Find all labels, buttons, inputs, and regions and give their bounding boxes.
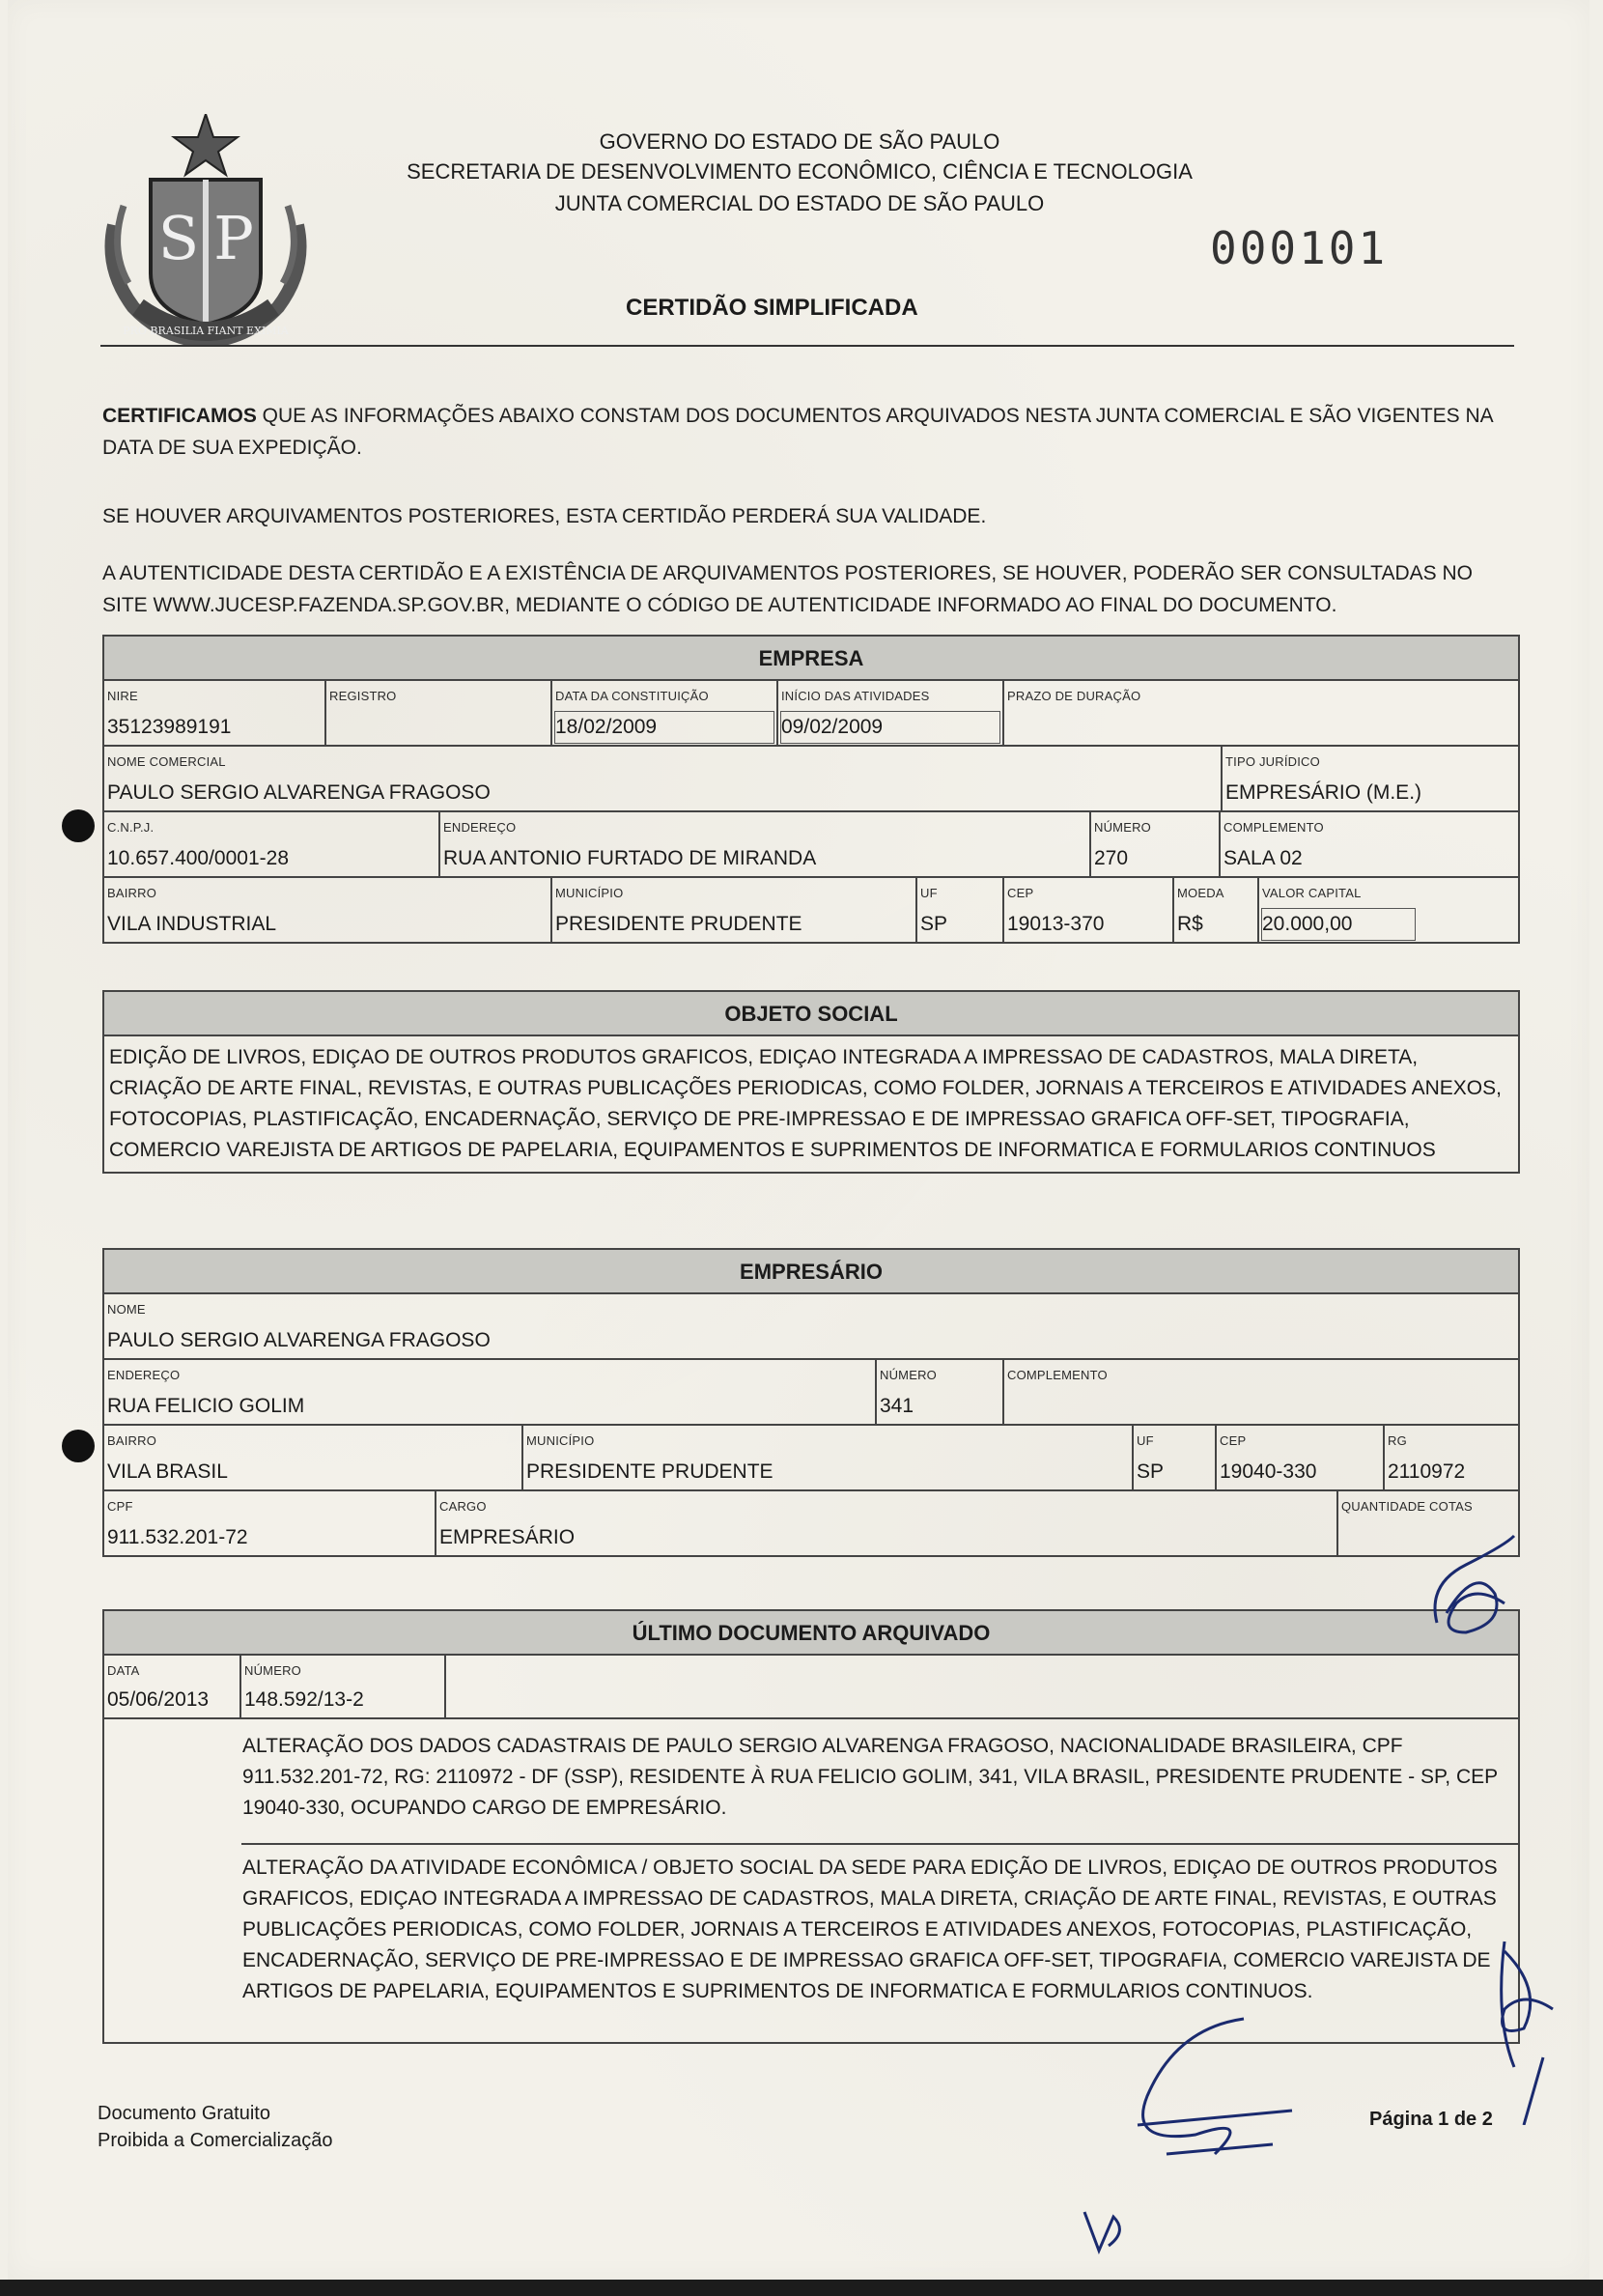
empresario-row-1 xyxy=(104,1294,1518,1360)
ultimo-text-1: ALTERAÇÃO DOS DADOS CADASTRAIS DE PAULO SERGIO ALVARENGA FRAGOSO, NACIONALIDADE BRASILEIRA, CPF 911.532.201-72, RG: 2110972 - DF (SSP), RESIDENTE À RUA FELICIO GOLIM, 341, VILA BRASIL, PRESIDENTE PRUDENTE - SP, CEP 19040-330, OCUPANDO CARGO DE EMPRESÁRIO. xyxy=(242,1735,1498,1819)
header-line-2: SECRETARIA DE DESENVOLVIMENTO ECONÔMICO, CIÊNCIA E TECNOLOGIA xyxy=(407,159,1193,184)
document-page xyxy=(8,0,1589,2280)
ultimo-data-label: DATA xyxy=(107,1663,140,1678)
nome-comercial-cell xyxy=(104,747,1223,810)
empresario-nome-value: PAULO SERGIO ALVARENGA FRAGOSO xyxy=(107,1329,491,1351)
ultimo-data-cell xyxy=(104,1656,241,1717)
ultimo-documento-section xyxy=(102,1609,1520,2044)
empresario-numero-cell xyxy=(877,1360,1004,1424)
empresario-municipio-label: MUNICÍPIO xyxy=(526,1433,595,1448)
data-constituicao-value: 18/02/2009 xyxy=(555,716,658,738)
bairro-cell xyxy=(104,878,552,942)
empresario-endereco-label: ENDEREÇO xyxy=(107,1368,181,1382)
prazo-cell xyxy=(1004,681,1518,745)
intro-paragraph-1 xyxy=(102,400,1514,464)
tipo-juridico-label: TIPO JURÍDICO xyxy=(1225,754,1320,769)
numero-label: NÚMERO xyxy=(1094,820,1151,835)
sao-paulo-coat-of-arms-icon xyxy=(104,114,307,346)
empresario-bairro-value: VILA BRASIL xyxy=(107,1460,228,1483)
tipo-juridico-value: EMPRESÁRIO (M.E.) xyxy=(1225,781,1422,804)
bairro-label: BAIRRO xyxy=(107,886,157,900)
empresario-numero-value: 341 xyxy=(880,1395,914,1417)
cnpj-label: C.N.P.J. xyxy=(107,820,155,835)
serial-number: 000101 xyxy=(1210,222,1389,274)
seal-letter-s: S xyxy=(157,203,200,273)
cep-label: CEP xyxy=(1007,886,1034,900)
empresario-cpf-value: 911.532.201-72 xyxy=(107,1526,248,1548)
intro-bold: CERTIFICAMOS xyxy=(102,405,257,427)
registro-cell xyxy=(326,681,552,745)
empresario-cep-cell xyxy=(1217,1426,1385,1489)
capital-value: 20.000,00 xyxy=(1262,913,1353,935)
seal-motto: PRO BRASILIA FIANT EXIMIA xyxy=(123,325,289,337)
empresario-uf-cell xyxy=(1134,1426,1217,1489)
empresa-title: EMPRESA xyxy=(104,637,1518,681)
empresa-row-3 xyxy=(104,812,1518,878)
inicio-atividades-value: 09/02/2009 xyxy=(781,716,884,738)
cep-value: 19013-370 xyxy=(1007,913,1105,935)
municipio-cell xyxy=(552,878,917,942)
uf-label: UF xyxy=(920,886,938,900)
footer-left xyxy=(98,2100,332,2154)
moeda-label: MOEDA xyxy=(1177,886,1224,900)
empresario-rg-value: 2110972 xyxy=(1388,1460,1466,1483)
endereco-cell xyxy=(440,812,1091,876)
ultimo-text-2: ALTERAÇÃO DA ATIVIDADE ECONÔMICA / OBJETO SOCIAL DA SEDE PARA EDIÇÃO DE LIVROS, EDIÇAO DE OUTROS PRODUTOS GRAFICOS, EDIÇAO INTEGRADA A IMPRESSAO DE CADASTROS, MALA DIRETA, CRIAÇÃO DE ARTE FINAL, REVISTAS, E OUTRAS PUBLICAÇÕES PERIODICAS, COMO FOLDER, JORNAIS A TERCEIROS E ATIVIDADES ANEXOS, FOTOCOPIAS, PLASTIFICAÇÃO, ENCADERNAÇÃO, SERVIÇO DE PRE-IMPRESSAO E DE IMPRESSAO GRAFICA OFF-SET, TIPOGRAFIA, COMERCIO VAREJISTA DE ARTIGOS DE PAPELARIA, EQUIPAMENTOS E SUPRIMENTOS DE INFORMATICA E FORMULARIOS CONTINUOS. xyxy=(242,1857,1498,2002)
empresario-section xyxy=(102,1248,1520,1557)
empresario-rg-cell xyxy=(1385,1426,1518,1489)
objeto-social-section xyxy=(102,990,1520,1174)
complemento-cell xyxy=(1221,812,1518,876)
ultimo-row-1 xyxy=(104,1656,1518,1719)
empresario-bairro-cell xyxy=(104,1426,523,1489)
nome-comercial-label: NOME COMERCIAL xyxy=(107,754,226,769)
capital-cell xyxy=(1259,878,1518,942)
empresario-cotas-label: QUANTIDADE COTAS xyxy=(1341,1499,1473,1514)
empresario-uf-value: SP xyxy=(1137,1460,1165,1483)
cnpj-cell xyxy=(104,812,440,876)
inicio-atividades-label: INÍCIO DAS ATIVIDADES xyxy=(781,689,930,703)
punch-hole-bottom xyxy=(62,1430,95,1462)
bairro-value: VILA INDUSTRIAL xyxy=(107,913,277,935)
numero-cell xyxy=(1091,812,1221,876)
tipo-juridico-cell xyxy=(1223,747,1518,810)
ultimo-data-value: 05/06/2013 xyxy=(107,1688,210,1711)
cep-cell xyxy=(1004,878,1174,942)
objeto-social-title: OBJETO SOCIAL xyxy=(104,992,1518,1036)
footer-proibida: Proibida a Comercialização xyxy=(98,2130,333,2151)
empresario-cargo-label: CARGO xyxy=(439,1499,487,1514)
empresario-complemento-label: COMPLEMENTO xyxy=(1007,1368,1108,1382)
ultimo-numero-cell xyxy=(241,1656,446,1717)
empresario-municipio-value: PRESIDENTE PRUDENTE xyxy=(526,1460,773,1483)
empresario-endereco-cell xyxy=(104,1360,877,1424)
complemento-value: SALA 02 xyxy=(1223,847,1303,869)
data-constituicao-label: DATA DA CONSTITUIÇÃO xyxy=(555,689,709,703)
ultimo-documento-title: ÚLTIMO DOCUMENTO ARQUIVADO xyxy=(104,1611,1518,1656)
empresario-bairro-label: BAIRRO xyxy=(107,1433,157,1448)
empresa-row-4 xyxy=(104,878,1518,942)
empresario-cep-value: 19040-330 xyxy=(1220,1460,1317,1483)
header-divider xyxy=(100,345,1514,347)
empresa-section xyxy=(102,635,1520,944)
uf-cell xyxy=(917,878,1004,942)
moeda-cell xyxy=(1174,878,1259,942)
municipio-value: PRESIDENTE PRUDENTE xyxy=(555,913,802,935)
page-title: CERTIDÃO SIMPLIFICADA xyxy=(626,295,918,321)
margin-signature-icon xyxy=(1485,1932,1582,2125)
nire-value: 35123989191 xyxy=(107,716,232,738)
empresario-title: EMPRESÁRIO xyxy=(104,1250,1518,1294)
ultimo-divider xyxy=(241,1843,1518,1845)
empresario-cargo-value: EMPRESÁRIO xyxy=(439,1526,576,1548)
scan-edge xyxy=(0,2280,1603,2296)
objeto-social-text: EDIÇÃO DE LIVROS, EDIÇAO DE OUTROS PRODUTOS GRAFICOS, EDIÇAO INTEGRADA A IMPRESSAO DE CADASTROS, MALA DIRETA, CRIAÇÃO DE ARTE FINAL, REVISTAS, E OUTRAS PUBLICAÇÕES PERIODICAS, COMO FOLDER, JORNAIS A TERCEIROS E ATIVIDADES ANEXOS, FOTOCOPIAS, PLASTIFICAÇÃO, ENCADERNAÇÃO, SERVIÇO DE PRE-IMPRESSAO E DE IMPRESSAO GRAFICA OFF-SET, TIPOGRAFIA, COMERCIO VAREJISTA DE ARTIGOS DE PAPELARIA, EQUIPAMENTOS E SUPRIMENTOS DE INFORMATICA E FORMULARIOS CONTINUOS xyxy=(109,1046,1502,1161)
nome-comercial-value: PAULO SERGIO ALVARENGA FRAGOSO xyxy=(107,781,491,804)
empresario-rg-label: RG xyxy=(1388,1433,1407,1448)
footer-gratuito: Documento Gratuito xyxy=(98,2103,270,2124)
ultimo-numero-value: 148.592/13-2 xyxy=(244,1688,364,1711)
empresa-row-2 xyxy=(104,747,1518,812)
header-line-3: JUNTA COMERCIAL DO ESTADO DE SÃO PAULO xyxy=(554,191,1045,215)
empresario-uf-label: UF xyxy=(1137,1433,1154,1448)
empresario-cep-label: CEP xyxy=(1220,1433,1247,1448)
empresario-cpf-cell xyxy=(104,1491,436,1555)
empresario-row-4 xyxy=(104,1491,1518,1555)
uf-value: SP xyxy=(920,913,948,935)
empresario-endereco-value: RUA FELICIO GOLIM xyxy=(107,1395,305,1417)
municipio-label: MUNICÍPIO xyxy=(555,886,624,900)
small-mark-icon xyxy=(1080,2202,1138,2260)
complemento-label: COMPLEMENTO xyxy=(1223,820,1324,835)
ultimo-numero-label: NÚMERO xyxy=(244,1663,301,1678)
empresario-nome-label: NOME xyxy=(107,1302,146,1317)
empresario-row-3 xyxy=(104,1426,1518,1491)
nire-label: NIRE xyxy=(107,689,138,703)
seal-letter-p: P xyxy=(213,203,254,273)
empresario-numero-label: NÚMERO xyxy=(880,1368,937,1382)
empresario-municipio-cell xyxy=(523,1426,1134,1489)
registro-label: REGISTRO xyxy=(329,689,397,703)
data-constituicao-cell xyxy=(552,681,778,745)
capital-label: VALOR CAPITAL xyxy=(1262,886,1362,900)
empresario-row-2 xyxy=(104,1360,1518,1426)
empresario-nome-cell xyxy=(104,1294,1518,1358)
endereco-label: ENDEREÇO xyxy=(443,820,517,835)
initials-signature-icon xyxy=(1418,1526,1533,1652)
empresa-row-1 xyxy=(104,681,1518,747)
intro-paragraph-2: SE HOUVER ARQUIVAMENTOS POSTERIORES, ESTA CERTIDÃO PERDERÁ SUA VALIDADE. xyxy=(102,505,987,527)
endereco-value: RUA ANTONIO FURTADO DE MIRANDA xyxy=(443,847,817,869)
numero-value: 270 xyxy=(1094,847,1129,869)
punch-hole-top xyxy=(62,809,95,842)
intro-paragraph-3: A AUTENTICIDADE DESTA CERTIDÃO E A EXISTÊNCIA DE ARQUIVAMENTOS POSTERIORES, SE HOUVER, PODERÃO SER CONSULTADAS NO SITE WWW.JUCESP.FAZENDA.SP.GOV.BR, MEDIANTE O CÓDIGO DE AUTENTICIDADE INFORMADO AO FINAL DO DOCUMENTO. xyxy=(102,562,1473,616)
prazo-label: PRAZO DE DURAÇÃO xyxy=(1007,689,1141,703)
main-signature-icon xyxy=(1109,2009,1302,2183)
inicio-atividades-cell xyxy=(778,681,1004,745)
empresario-complemento-cell xyxy=(1004,1360,1518,1424)
header-line-1: GOVERNO DO ESTADO DE SÃO PAULO xyxy=(599,129,1000,154)
cnpj-value: 10.657.400/0001-28 xyxy=(107,847,290,869)
empresario-cpf-label: CPF xyxy=(107,1499,133,1514)
moeda-value: R$ xyxy=(1177,913,1203,935)
empresario-cargo-cell xyxy=(436,1491,1338,1555)
intro-rest: QUE AS INFORMAÇÕES ABAIXO CONSTAM DOS DOCUMENTOS ARQUIVADOS NESTA JUNTA COMERCIAL E SÃO VIGENTES NA DATA DE SUA EXPEDIÇÃO. xyxy=(102,405,1493,459)
page-number: Página 1 de 2 xyxy=(1369,2109,1493,2130)
nire-cell xyxy=(104,681,326,745)
